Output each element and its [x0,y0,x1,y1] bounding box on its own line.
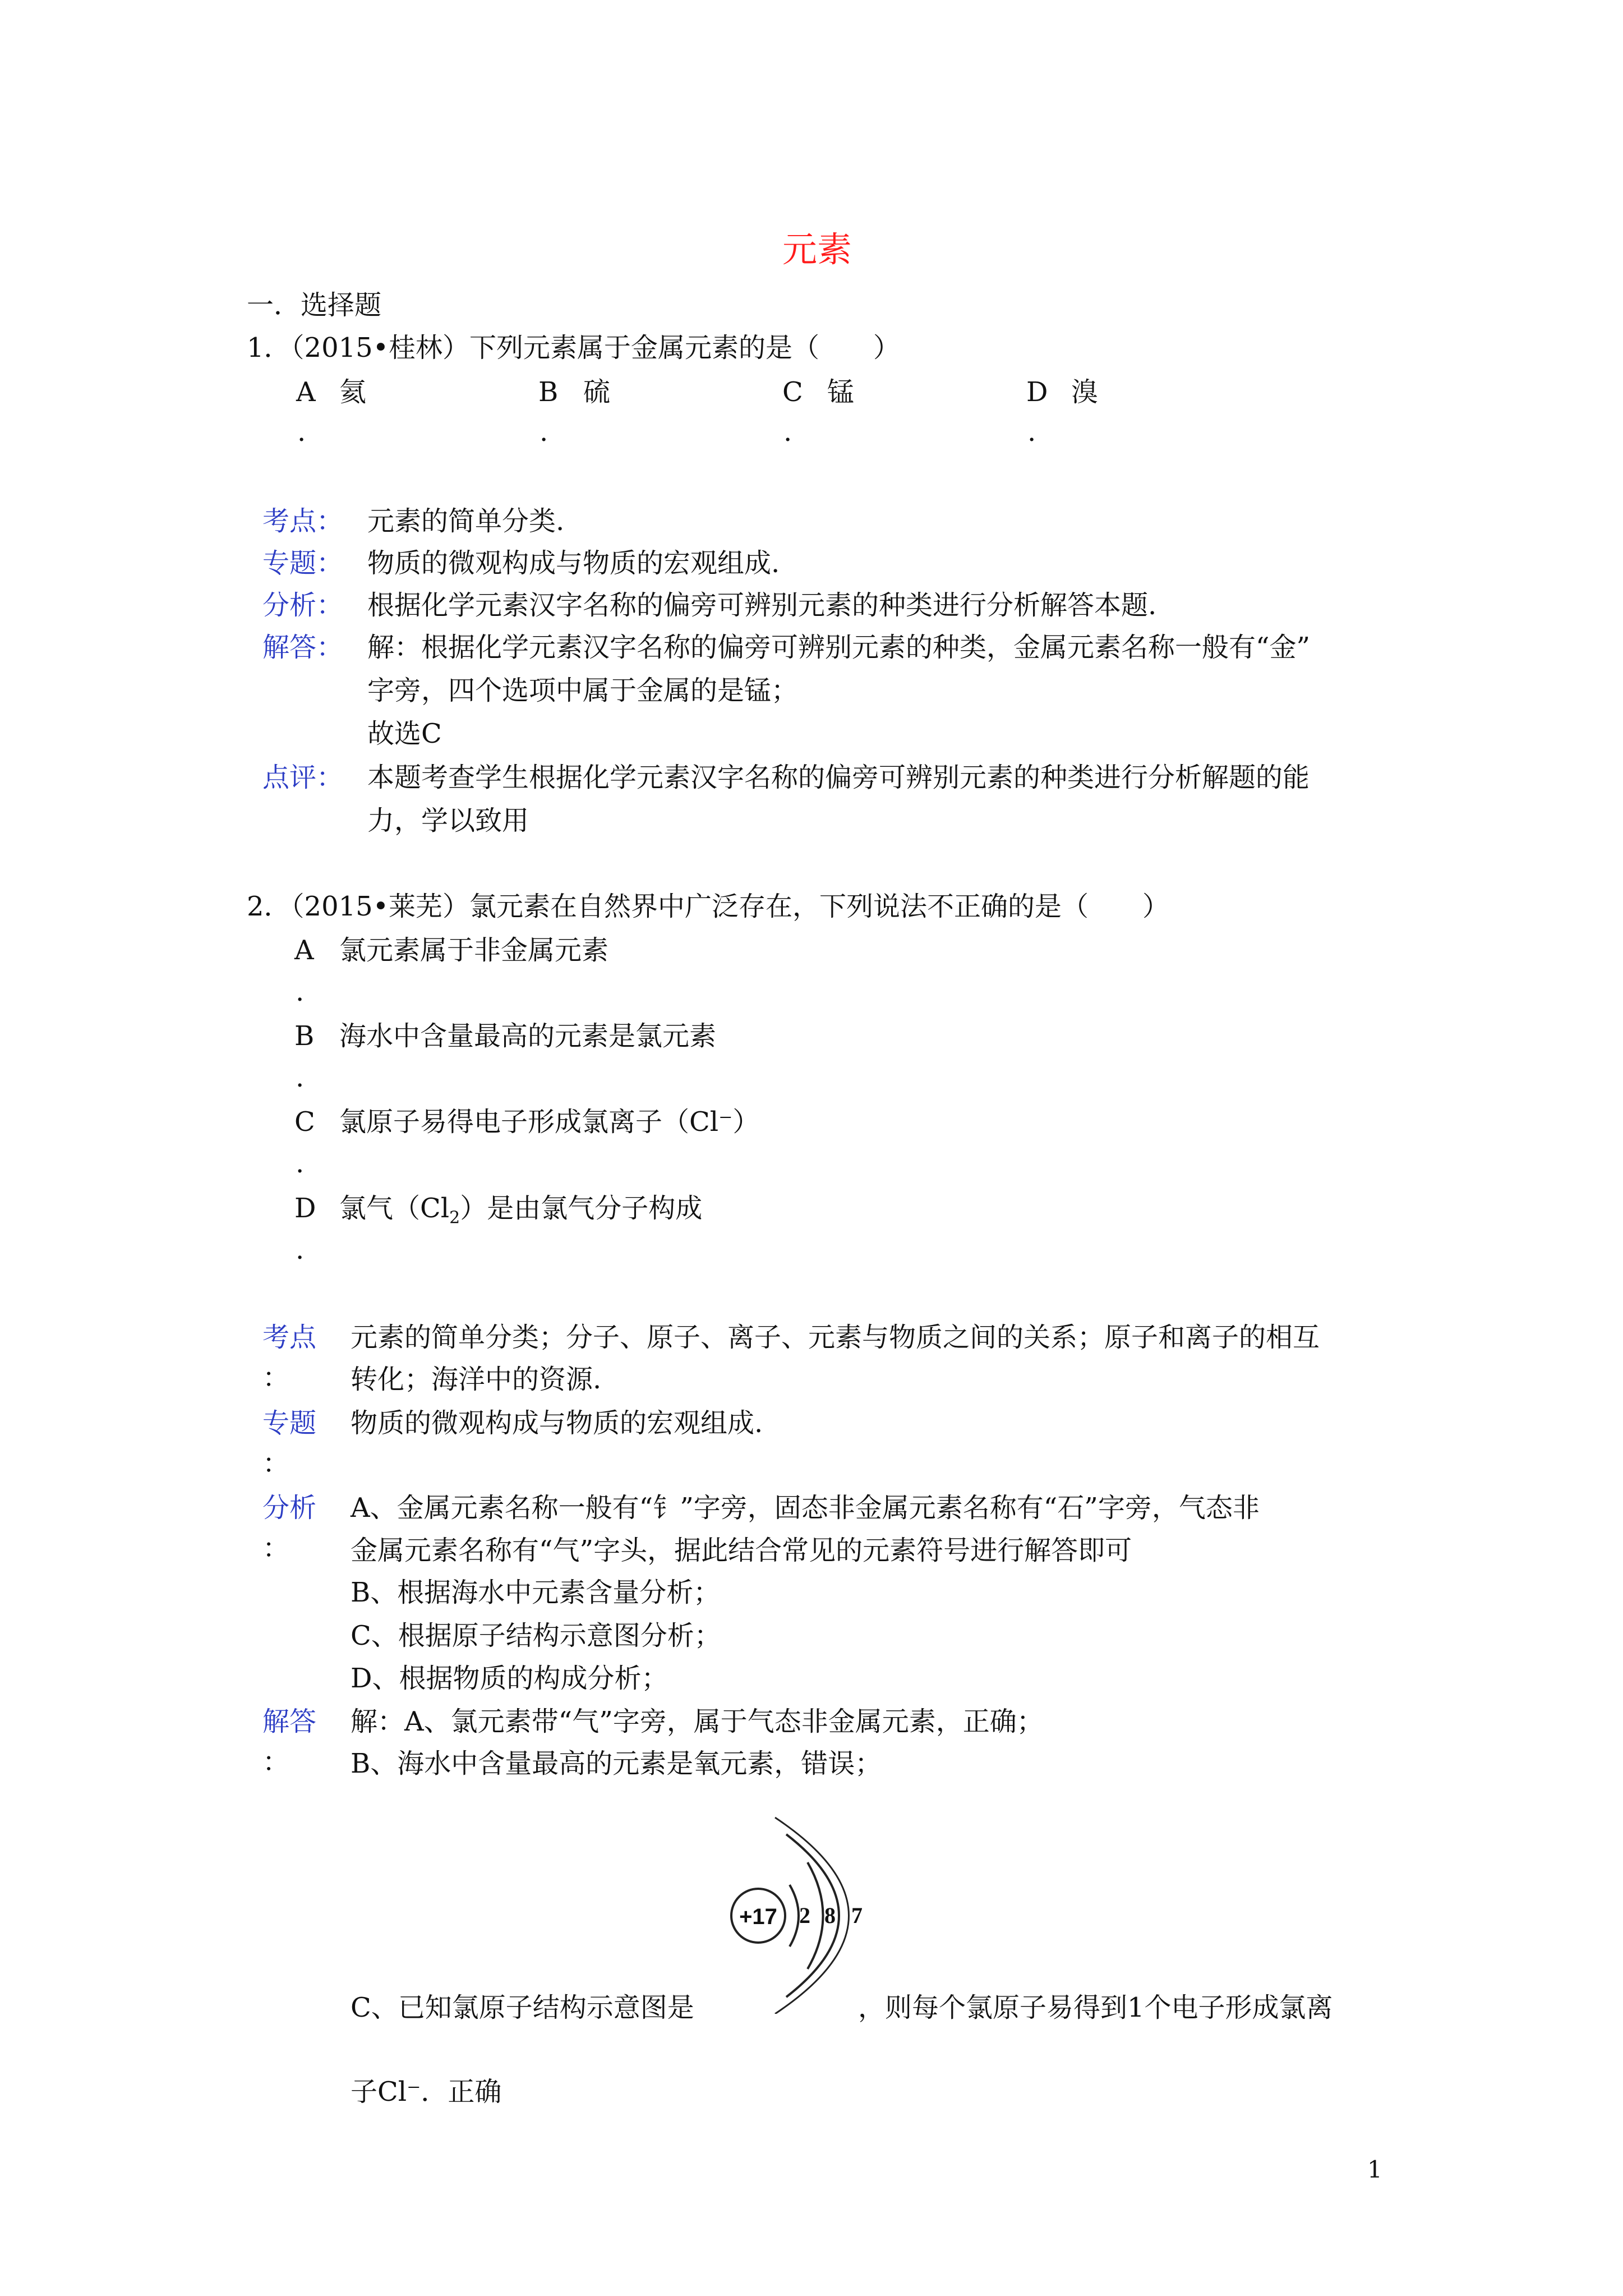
dianping-text-line: 力，学以致用 [367,805,529,836]
option-text: 海水中含量最高的元素是氯元素 [339,1020,717,1052]
kaodian-text-line: 转化；海洋中的资源. [351,1364,602,1395]
option-dot: . [1027,416,1036,448]
label-fenxi: 分析 [262,1492,317,1524]
chlorine-atom-diagram [723,1801,886,2014]
option-dot: . [540,416,548,448]
option-dot: . [296,1062,305,1093]
question-stem: 1．（2015•桂林）下列元素属于金属元素的是（ ） [247,332,901,364]
kaodian-text: 元素的简单分类. [367,505,565,537]
label-colon: ： [262,1362,290,1393]
label-colon: ： [262,1746,290,1778]
zhuanti-text: 物质的微观构成与物质的宏观组成. [351,1407,763,1439]
fenxi-text-line: D、根据物质的构成分析； [351,1663,668,1694]
jieda-text-line: 字旁，四个选项中属于金属的是锰； [367,675,799,706]
jieda-text-line: 故选C [367,718,442,749]
option-letter: A [296,376,316,408]
jieda-text-line: 解：A、氯元素带“气”字旁，属于气态非金属元素，正确； [351,1706,1044,1737]
label-jieda: 解答 [262,1706,317,1737]
label-kaodian: 考点 [262,1322,317,1353]
label-kaodian: 考点： [262,505,344,537]
nucleus-label: +17 [739,1904,777,1929]
label-fenxi: 分析： [262,590,344,621]
label-zhuanti: 专题 [262,1407,317,1439]
question-stem: 2．（2015•莱芜）氯元素在自然界中广泛存在，下列说法不正确的是（ ） [247,891,1170,922]
shell-electron-count: 2 [799,1903,810,1928]
shell-electron-count: 7 [851,1903,863,1928]
jieda-text-line: 子Cl⁻．正确 [351,2076,502,2108]
option-letter: B [294,1020,315,1052]
fenxi-text-line: A、金属元素名称一般有“钅”字旁，固态非金属元素名称有“石”字旁，气态非 [351,1492,1260,1524]
fenxi-text-line: B、根据海水中元素含量分析； [351,1577,721,1608]
option-text: 硫 [583,376,611,408]
option-letter: A [294,935,314,966]
jieda-text-line: 解：根据化学元素汉字名称的偏旁可辨别元素的种类，金属元素名称一般有“金” [367,632,1311,663]
option-text: 氯气$(Cl_2)$是由氯气分子构成 [339,1193,703,1228]
option-text: 氯原子易得电子形成氯离子（Cl⁻） [339,1106,760,1138]
fenxi-text: 根据化学元素汉字名称的偏旁可辨别元素的种类进行分析解答本题. [367,590,1157,621]
option-dot: . [783,416,792,448]
option-text: 溴 [1071,376,1099,408]
section-heading: 一．选择题 [247,289,382,321]
zhuanti-text: 物质的微观构成与物质的宏观组成. [367,547,780,579]
option-dot: . [296,1148,305,1179]
jieda-text-line: C、已知氯原子结构示意图是 [351,1992,694,2023]
option-text: 锰 [827,376,855,408]
page-number: 1 [1367,2156,1382,2183]
electron-shell-1 [790,1885,799,1947]
option-text: 氦 [339,376,367,408]
kaodian-text-line: 元素的简单分类；分子、原子、离子、元素与物质之间的关系；原子和离子的相互 [351,1322,1320,1353]
option-dot: . [296,976,305,1007]
option-letter: D [294,1193,316,1224]
option-letter: C [294,1106,315,1138]
option-dot: . [296,1234,305,1266]
label-colon: ： [262,1533,290,1564]
jieda-text-line: B、海水中含量最高的元素是氧元素，错误； [351,1748,882,1779]
option-letter: D [1026,376,1048,408]
label-colon: ： [262,1448,290,1479]
option-dot: . [297,416,306,448]
fenxi-text-line: C、根据原子结构示意图分析； [351,1620,721,1651]
label-jieda: 解答： [262,632,344,663]
shell-electron-count: 8 [824,1903,836,1928]
label-zhuanti: 专题： [262,547,344,579]
jieda-text-line: ，则每个氯原子易得到1个电子形成氯离 [858,1992,1333,2023]
subscript: 2 [449,1208,460,1228]
fenxi-text-line: 金属元素名称有“气”字头，据此结合常见的元素符号进行解答即可 [351,1535,1132,1566]
page-title: 元素 [782,229,852,270]
option-text: 氯元素属于非金属元素 [339,935,609,966]
dianping-text-line: 本题考查学生根据化学元素汉字名称的偏旁可辨别元素的种类进行分析解题的能 [367,762,1310,793]
label-dianping: 点评： [262,762,344,793]
option-letter: C [782,376,803,408]
option-letter: B [538,376,559,408]
